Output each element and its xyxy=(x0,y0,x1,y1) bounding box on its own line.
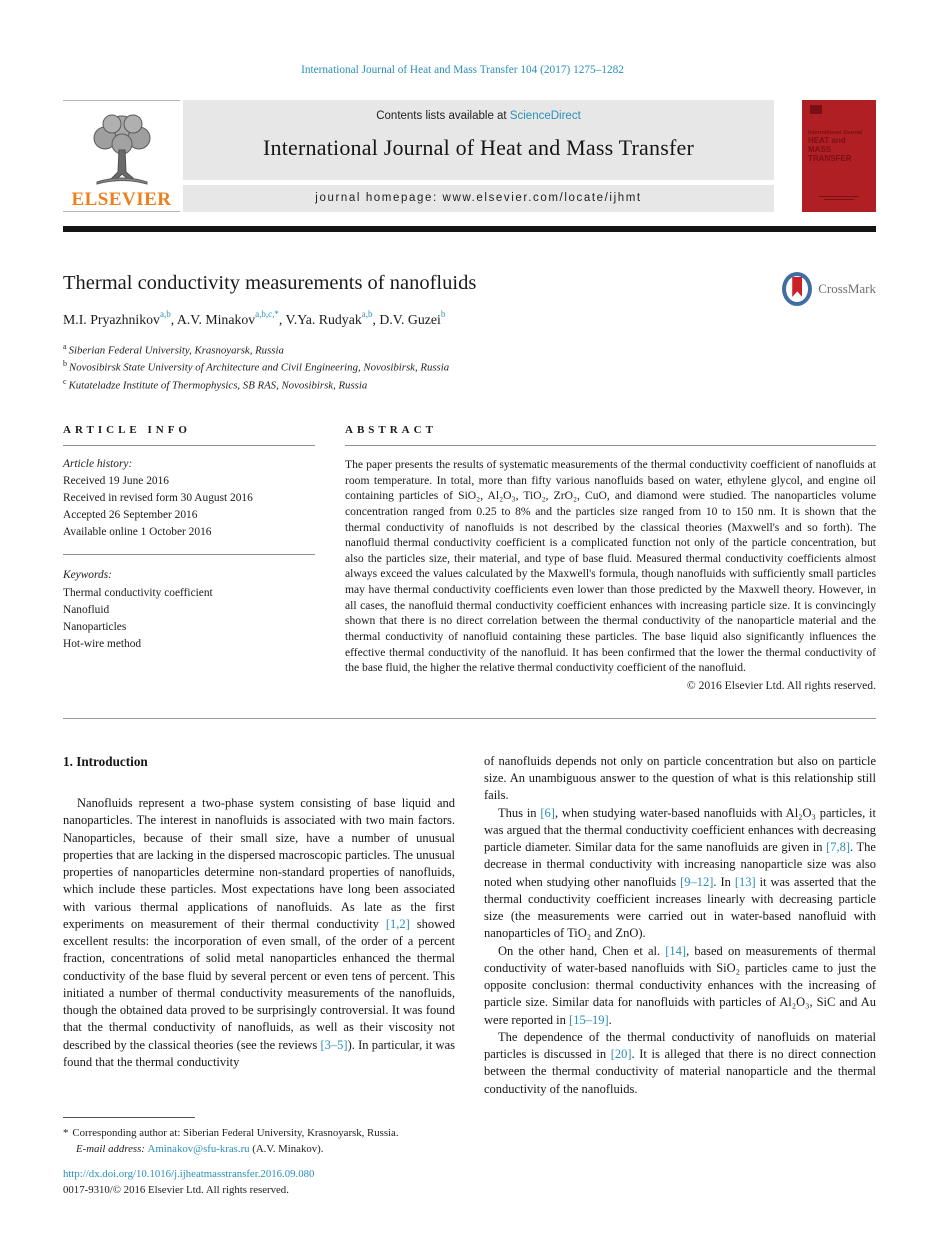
elsevier-logo xyxy=(63,100,180,212)
history-item: Received in revised form 30 August 2016 xyxy=(63,492,253,505)
article-info-header: ARTICLE INFO xyxy=(63,423,191,436)
abstract-text: The paper presents the results of systematic measurements of the thermal conductivity coefficient of nanofluids at room temperature. In total, more than fifty various nanofluids based on water, ethylene glycol, and engine oil containing particles of SiO₂, Al₂O₃, TiO₂, ZrO₂, CuO, and diamond were studied. The nanoparticles volume concentration ranged from 0.25 to 8% and the particles size ranged from 10 to 150 nm. It is shown that the thermal conductivity of nanofluids is not described by the classical theories (Maxwell's and so forth). The nanofluid thermal conductivity coefficient is a complicated function not only of the particle concentration, but also the particles size, their material, and type of base fluid. Measured thermal conductivity coefficients almost always exceed the values calculated by the Maxwell's formula, though nanofluids with sufficiently small particles may have thermal conductivity coefficients even lower than those predicted by the Maxwell theory. However, in all cases, the nanofluid thermal conductivity coefficient enhances with increasing particle size. It is convincingly shown that there is no direct correlation between the thermal conductivity of the nanoparticle material and the thermal conductivity of nanofluid containing these particles. The base liquid also significantly influences the effective thermal conductivity of the nanofluid. It has been confirmed that the lower the thermal conductivity of the base fluid, the higher the relative thermal conductivity coefficient of the nanofluid. xyxy=(345,457,876,675)
keywords-block xyxy=(63,567,315,653)
keywords-label: Keywords: xyxy=(63,569,112,582)
text-run: , when studying water-based nanofluids with Al₂O₃ particles, it was argued that the thermal conductivity coefficient enhances with decreasing particle diameter. Similar data for the same nanofluids are given in xyxy=(484,805,876,855)
introduction-section xyxy=(63,753,876,1101)
info-abstract-region xyxy=(63,424,876,692)
masthead-top xyxy=(183,100,774,180)
keyword-item: Nanofluid xyxy=(63,603,110,616)
divider xyxy=(63,718,876,719)
authors-line xyxy=(63,310,876,328)
cover-title-line3: TRANSFER xyxy=(808,154,852,164)
article-title: Thermal conductivity measurements of nanofluids xyxy=(63,272,477,294)
body-column-left xyxy=(63,753,455,1101)
abstract-column xyxy=(345,424,876,692)
paragraph xyxy=(484,805,876,943)
journal-reference-line: International Journal of Heat and Mass Transfer 104 (2017) 1275–1282 xyxy=(301,64,624,76)
paragraph xyxy=(484,1029,876,1098)
history-item: Available online 1 October 2016 xyxy=(63,526,212,539)
article-history-block xyxy=(63,456,315,542)
divider xyxy=(63,445,315,446)
paragraph xyxy=(63,795,455,1071)
footnote-line: * Corresponding author at: Siberian Federal University, Krasnoyarsk, Russia. xyxy=(63,1126,399,1139)
affiliation-line: $^c$ Kutateladze Institute of Thermophysics, SB RAS, Novosibirsk, Russia xyxy=(63,377,368,392)
author-affiliation-sup: a,b,c,* xyxy=(255,309,279,319)
crossmark-badge[interactable] xyxy=(782,272,876,306)
crossmark-label: CrossMark xyxy=(818,281,876,296)
text-run: of nanofluids depends not only on particle concentration but also on particle size. An unambiguous answer to the question of what is this relationship still fails. xyxy=(484,753,876,803)
text-run: it was asserted that the thermal conductivity coefficient increases linearly with decreasing particle size (the measurements were carried out in water-based nanofluid with nanoparticles of TiO₂ and ZnO). xyxy=(484,874,876,941)
author-affiliation-sup: b xyxy=(440,309,446,319)
keyword-item: Nanoparticles xyxy=(63,620,127,633)
text-run: . The decrease in thermal conductivity with increasing nanoparticle size was also noted when studying other nanofluids xyxy=(484,840,876,889)
copyright-line: © 2016 Elsevier Ltd. All rights reserved. xyxy=(686,678,876,692)
author: , A.V. Minakov$^{a,b,c,*}$ xyxy=(170,309,279,327)
footnote-divider xyxy=(63,1117,195,1118)
email-label: E-mail address: xyxy=(76,1143,148,1156)
author: , V.Ya. Rudyak$^{a,b}$ xyxy=(278,309,373,327)
affiliations xyxy=(63,341,876,394)
page-footer xyxy=(63,1166,925,1198)
abstract-header: ABSTRACT xyxy=(345,423,437,436)
history-item: Received 19 June 2016 xyxy=(63,475,169,488)
author: , D.V. Guzei$^b$ xyxy=(372,309,446,327)
cover-footer-marks xyxy=(802,194,876,202)
text-run: showed excellent results: the incorporation of even small, of the order of a percent fraction, concentrations of solid metal nanoparticles enhanced the thermal conductivity of the base fluid by several percent or even tens of percent. This initiated a number of thermal conductivity measurements of the nanofluids, though the obtained data proved to be surprisingly controversial. It was found that the thermal conductivity of nanofluids, as well as their viscosity not described by the classical theories (see the reviews xyxy=(63,916,455,1052)
contents-prefix: Contents lists available at xyxy=(376,110,510,122)
sciencedirect-link[interactable]: ScienceDirect xyxy=(509,110,581,122)
author-affiliation-sup: a,b xyxy=(159,309,171,319)
email-suffix: (A.V. Minakov). xyxy=(249,1143,324,1156)
text-run: The dependence of the thermal conductivity of nanofluids on material particles is discussed in xyxy=(484,1029,876,1062)
citation-link[interactable]: [3–5] xyxy=(320,1037,348,1052)
doi-link[interactable]: http://dx.doi.org/10.1016/j.ijheatmasstransfer.2016.09.080 xyxy=(63,1168,315,1181)
article-history-label: Article history: xyxy=(63,457,133,470)
email-link[interactable]: Aminakov@sfu-kras.ru xyxy=(147,1143,250,1156)
citation-link[interactable]: [14] xyxy=(665,943,687,958)
divider xyxy=(63,554,315,555)
masthead-journal-title: International Journal of Heat and Mass Transfer xyxy=(263,135,694,160)
journal-homepage-link[interactable]: journal homepage: www.elsevier.com/locate/ijhmt xyxy=(183,180,774,212)
elsevier-tree-icon xyxy=(85,110,159,188)
elsevier-logo-text: ELSEVIER xyxy=(71,189,172,210)
crossmark-icon xyxy=(782,272,812,306)
cover-emblem-icon xyxy=(810,105,822,114)
issn-copyright-line: 0017-9310/© 2016 Elsevier Ltd. All rights reserved. xyxy=(63,1184,289,1197)
section-heading: 1. Introduction xyxy=(63,753,148,769)
author: M.I. Pryazhnikov$^{a,b}$ xyxy=(63,309,171,327)
affiliation-line: $^b$ Novosibirsk State University of Architecture and Civil Engineering, Novosibirsk, Russia xyxy=(63,359,450,374)
article-info-column xyxy=(63,424,315,692)
citation-link[interactable]: [9–12] xyxy=(680,874,714,889)
citation-link[interactable]: [1,2] xyxy=(385,916,410,931)
keyword-item: Hot-wire method xyxy=(63,637,142,650)
paragraph xyxy=(484,753,876,805)
affiliation-line: $^a$ Siberian Federal University, Krasnoyarsk, Russia xyxy=(63,341,284,357)
citation-link[interactable]: [20] xyxy=(610,1047,632,1062)
header-divider-bar xyxy=(63,226,876,232)
author-affiliation-sup: a,b xyxy=(361,309,373,319)
body-column-right xyxy=(484,753,876,1101)
keyword-item: Thermal conductivity coefficient xyxy=(63,586,213,599)
journal-cover-thumbnail xyxy=(802,100,876,212)
footnote-marker: * xyxy=(63,1126,69,1139)
masthead-center xyxy=(183,100,774,212)
history-item: Accepted 26 September 2016 xyxy=(63,509,198,522)
cover-title-small: International Journal xyxy=(808,130,863,136)
text-run: ). In particular, it was found that the thermal conductivity xyxy=(63,1037,455,1069)
citation-link[interactable]: [6] xyxy=(540,805,555,820)
text-run: . It is alleged that there is no direct connection between the thermal conductivity of material nanoparticle and the thermal conductivity of the nanofluids. xyxy=(484,1047,876,1096)
text-run: Nanofluids represent a two-phase system consisting of base liquid and nanoparticles. The interest in nanofluids is associated with two main factors. Nanoparticles, because of their small size, have a number of unusual properties that are lacking in the dispersed macroscopic particles. The unusual properties of nanoparticles determine non-standard properties of nanofluids, which include these particles. Most expectations have long been associated with various thermal applications of nanofluids. As late as the first experiments on measurement of their thermal conductivity xyxy=(63,796,455,931)
text-run: . xyxy=(608,1012,612,1027)
text-run: , based on measurements of thermal conductivity of water-based nanofluids with SiO₂ particles came to just the opposite conclusion: thermal conductivity enhances with the increasing of particle size. Similar data for nanofluids with particles of Al₂O₃, SiC and Au were reported in xyxy=(484,943,876,1027)
footnote-email-line xyxy=(63,1141,468,1157)
citation-link[interactable]: [7,8] xyxy=(826,840,851,855)
contents-line xyxy=(183,110,774,122)
divider xyxy=(345,445,876,446)
text-run: Thus in xyxy=(498,805,541,820)
cover-title-line2: HEAT and MASS xyxy=(808,136,846,155)
journal-masthead xyxy=(63,100,876,212)
citation-link[interactable]: [13] xyxy=(734,874,756,889)
text-run: . In xyxy=(713,874,735,889)
paragraph xyxy=(484,943,876,1029)
corresponding-author-footnote xyxy=(63,1117,468,1157)
citation-link[interactable]: [15–19] xyxy=(569,1012,609,1027)
text-run: On the other hand, Chen et al. xyxy=(498,943,666,958)
